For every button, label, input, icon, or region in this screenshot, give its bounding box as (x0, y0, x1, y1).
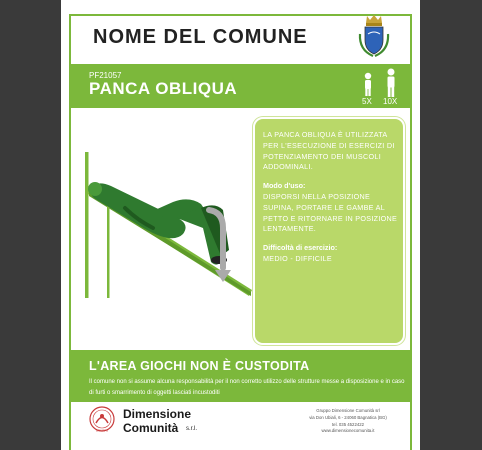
brand-suffix: s.r.l. (186, 426, 198, 432)
child-icon (365, 73, 371, 96)
difficulty-value: MEDIO - DIFFICILE (263, 253, 332, 263)
contact-info (293, 408, 403, 435)
exercise-description: LA PANCA OBLIQUA È UTILIZZATA PER L'ESECUZIONE DI ESERCIZI DI POTENZIAMENTO DEI MUSCOLI ADDOMINALI. (263, 130, 395, 172)
instructions-panel (253, 117, 405, 345)
product-code: PF21057 (89, 71, 122, 80)
usage-instructions: DISPORSI NELLA POSIZIONE SUPINA, PORTARE LE GAMBE AL PETTO E RITORNARE IN POSIZIONE LENTAMENTE. (263, 191, 398, 234)
municipal-crest-icon (357, 14, 391, 58)
exercise-sign (61, 0, 420, 450)
contact-phone: tel. 035 4522422 (331, 421, 365, 427)
brand-name-line2: Comunità (123, 421, 179, 435)
exercise-illustration (77, 130, 257, 300)
contact-company: Gruppo Dimensione Comunità srl (316, 408, 380, 413)
adult-icon (388, 69, 395, 98)
contact-website: www.dimensionecomunita.it (321, 428, 375, 434)
age-label-adult: 10X (383, 97, 398, 106)
usage-heading: Modo d'uso: (263, 181, 306, 191)
logo-ring-text: GRUPPO (95, 428, 109, 433)
company-logo (87, 404, 117, 434)
difficulty-heading: Difficoltà di esercizio: (263, 243, 338, 253)
brand-name-line1: Dimensione (123, 407, 192, 421)
municipality-name: NOME DEL COMUNE (93, 26, 308, 48)
product-name: PANCA OBLIQUA (89, 79, 238, 98)
contact-address: via Don Ubiali, 6 - 24060 Bagnatica (BG) (309, 414, 387, 420)
age-label-child: 5X (362, 97, 372, 106)
warning-text: Il comune non si assume alcuna responsabilità per il non corretto utilizzo delle strutture messe a disposizione e in caso di furti o smarrimento di oggetti lasciati incustoditi (89, 379, 405, 396)
warning-title: L'AREA GIOCHI NON È CUSTODITA (89, 359, 310, 373)
